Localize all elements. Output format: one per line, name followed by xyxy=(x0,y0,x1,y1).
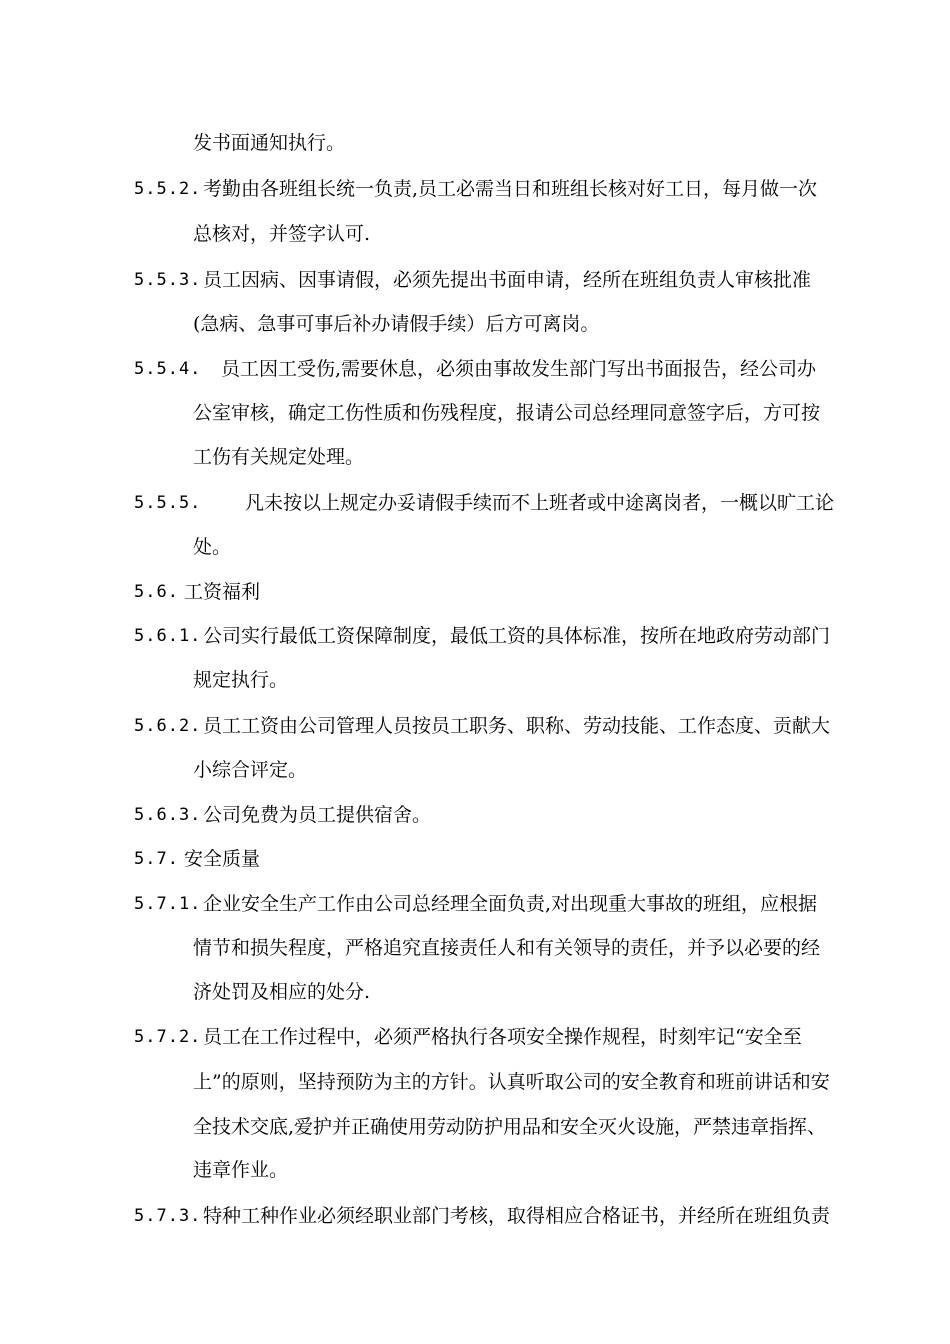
clause-text: 济处罚及相应的处分. xyxy=(193,981,371,1003)
clause-number-5-5-4: 5.5.4. xyxy=(134,359,202,379)
clause-text: 考勤由各班组长统一负责,员工必需当日和班组长核对好工日，每月做一次 xyxy=(203,178,818,200)
section-number-5-6: 5.6. xyxy=(134,582,179,602)
clause-number-5-5-3: 5.5.3. xyxy=(134,270,202,290)
clause-text: 上”的原则，坚持预防为主的方针。认真听取公司的安全教育和班前讲话和安 xyxy=(193,1071,830,1093)
clause-text: 公室审核，确定工伤性质和伤残程度，报请公司总经理同意签字后，方可按 xyxy=(193,402,821,424)
clause-number-5-5-2: 5.5.2. xyxy=(134,179,202,199)
clause-text: 全技术交底,爱护并正确使用劳动防护用品和安全灭火设施，严禁违章指挥、 xyxy=(193,1116,827,1138)
clause-text: 员工在工作过程中，必须严格执行各项安全操作规程，时刻牢记“安全至 xyxy=(203,1026,802,1048)
clause-text: (急病、急事可事后补办请假手续）后方可离岗。 xyxy=(193,313,600,335)
clause-number-5-7-3: 5.7.3. xyxy=(134,1206,202,1226)
clause-text: 企业安全生产工作由公司总经理全面负责,对出现重大事故的班组，应根据 xyxy=(203,893,818,915)
clause-number-5-6-2: 5.6.2. xyxy=(134,716,202,736)
section-number-5-7: 5.7. xyxy=(134,849,179,869)
clause-number-5-5-5: 5.5.5. xyxy=(134,493,202,513)
clause-text: 小综合评定。 xyxy=(193,759,308,781)
clause-text: 工伤有关规定处理。 xyxy=(193,446,365,468)
clause-text: 总核对，并签字认可. xyxy=(193,223,371,245)
clause-text: 凡未按以上规定办妥请假手续而不上班者或中途离岗者，一概以旷工论 xyxy=(245,492,835,514)
clause-text: 规定执行。 xyxy=(193,669,289,691)
clause-text: 处。 xyxy=(193,536,232,558)
section-title: 工资福利 xyxy=(184,581,261,603)
clause-text: 员工因病、因事请假，必须先提出书面申请，经所在班组负责人审核批准 xyxy=(203,269,812,291)
clause-number-5-6-3: 5.6.3. xyxy=(134,805,202,825)
clause-number-5-7-2: 5.7.2. xyxy=(134,1027,202,1047)
clause-text: 员工工资由公司管理人员按员工职务、职称、劳动技能、工作态度、贡献大 xyxy=(203,715,831,737)
clause-text: 违章作业。 xyxy=(193,1159,289,1181)
clause-text: 情节和损失程度，严格追究直接责任人和有关领导的责任，并予以必要的经 xyxy=(193,937,821,959)
clause-text: 员工因工受伤,需要休息，必须由事故发生部门写出书面报告，经公司办 xyxy=(221,358,817,380)
continued-text: 发书面通知执行。 xyxy=(193,132,346,154)
clause-number-5-7-1: 5.7.1. xyxy=(134,894,202,914)
section-title: 安全质量 xyxy=(184,848,261,870)
clause-number-5-6-1: 5.6.1. xyxy=(134,626,202,646)
clause-text: 公司免费为员工提供宿舍。 xyxy=(203,804,432,826)
clause-text: 公司实行最低工资保障制度，最低工资的具体标准，按所在地政府劳动部门 xyxy=(203,625,831,647)
clause-text: 特种工种作业必须经职业部门考核，取得相应合格证书，并经所在班组负责 xyxy=(203,1205,831,1227)
